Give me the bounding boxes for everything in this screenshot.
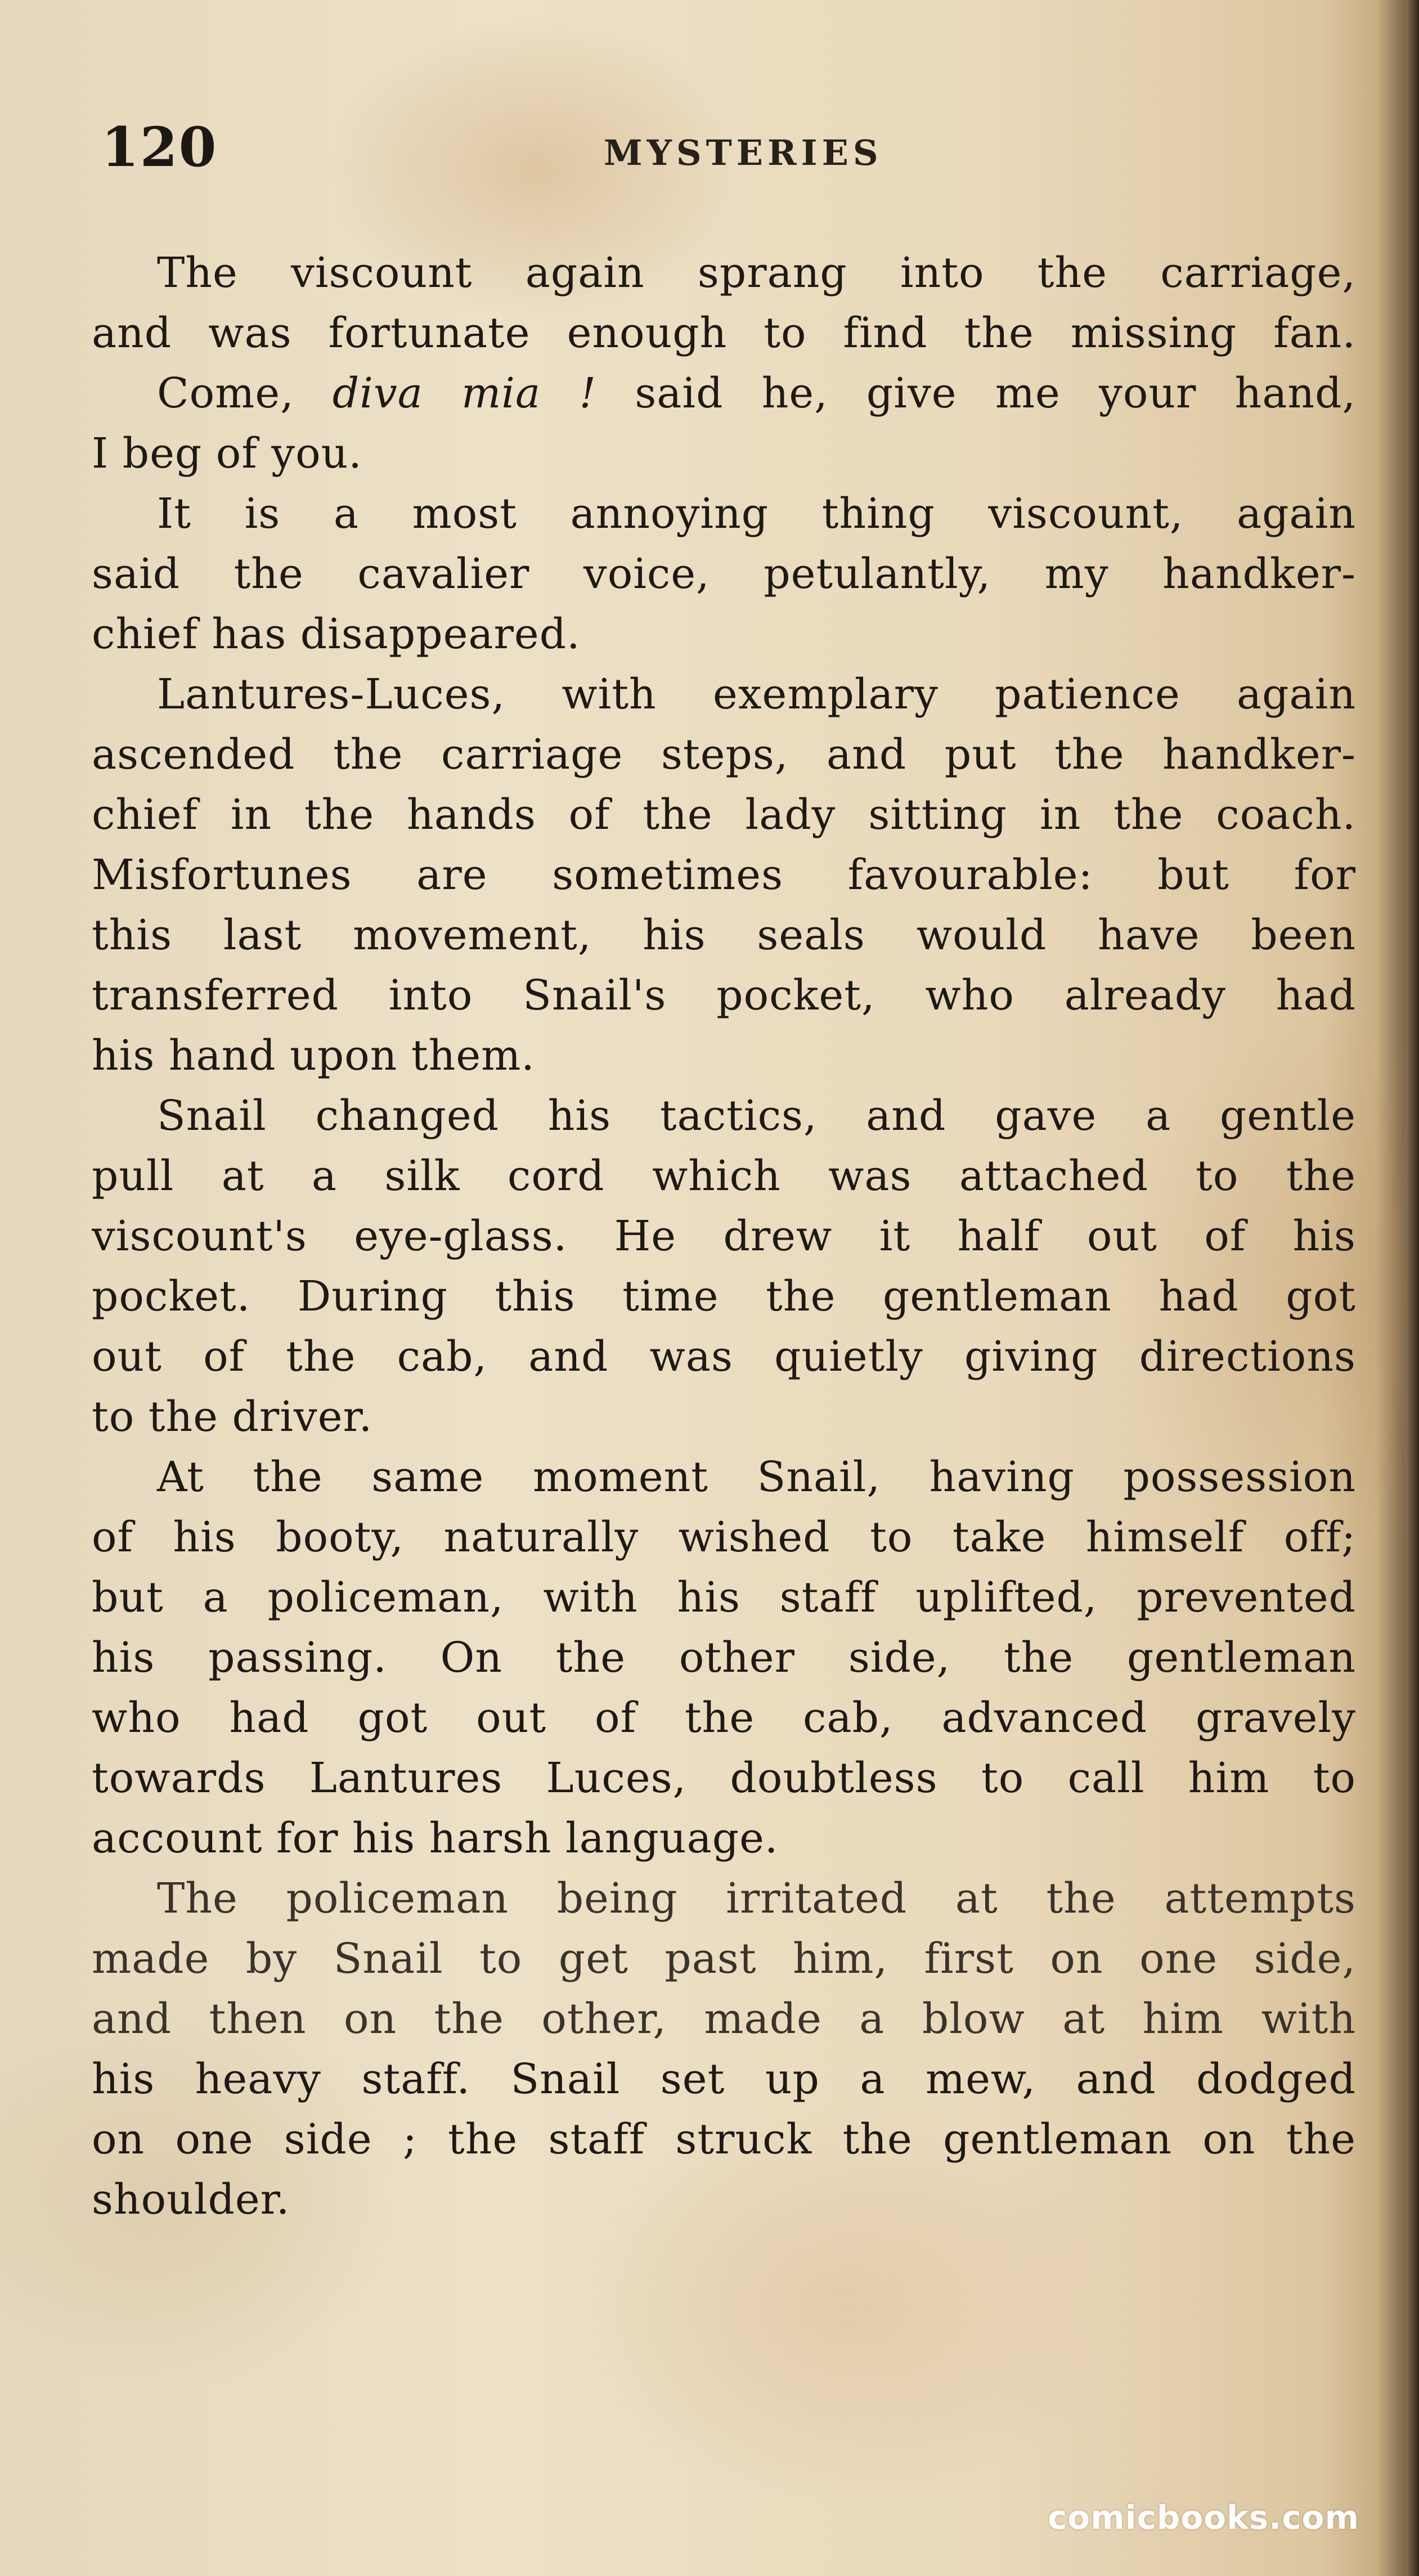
text-segment: Come,	[157, 369, 333, 418]
text-line: his hand upon them.	[92, 1031, 535, 1080]
text-line: Lantures-Luces, with exemplary patience again	[157, 670, 1356, 719]
text-line: chief in the hands of the lady sitting in the coach.	[92, 791, 1356, 839]
text-line: to the driver.	[92, 1393, 373, 1441]
text-line-with-italic	[92, 363, 1356, 424]
text-line: towards Lantures Luces, doubtless to call him to	[92, 1754, 1356, 1802]
text-line: this last movement, his seals would have been	[92, 911, 1356, 959]
text-line: It is a most annoying thing viscount, again	[157, 490, 1356, 538]
text-line: his passing. On the other side, the gentleman	[92, 1633, 1356, 1682]
text-line: made by Snail to get past him, first on one side,	[92, 1935, 1356, 1983]
text-line: Snail changed his tactics, and gave a gentle	[157, 1092, 1356, 1140]
text-line: shoulder.	[92, 2175, 290, 2224]
page-header	[101, 115, 1350, 177]
text-line: ascended the carriage steps, and put the handker-	[92, 730, 1356, 779]
text-line: viscount's eye-glass. He drew it half out of his	[92, 1212, 1356, 1260]
text-line: out of the cab, and was quietly giving directions	[92, 1332, 1356, 1381]
italic-phrase: diva mia !	[332, 369, 597, 418]
text-line: said the cavalier voice, petulantly, my handker-	[92, 550, 1356, 598]
text-line: transferred into Snail's pocket, who already had	[92, 971, 1356, 1020]
page-edge-shadow	[1405, 0, 1419, 2576]
body-text	[92, 243, 1356, 2230]
text-line: chief has disappeared.	[92, 610, 581, 658]
text-line: and was fortunate enough to find the missing fan.	[92, 309, 1356, 357]
text-line: pocket. During this time the gentleman had got	[92, 1272, 1356, 1321]
text-line: of his booty, naturally wished to take himself off;	[92, 1513, 1356, 1561]
text-line: his heavy staff. Snail set up a mew, and dodged	[92, 2055, 1356, 2103]
text-line: and then on the other, made a blow at him with	[92, 1995, 1356, 2043]
site-watermark: comicbooks.com	[1048, 2498, 1359, 2537]
text-line: The viscount again sprang into the carriage,	[157, 249, 1356, 297]
running-head: MYSTERIES	[604, 132, 883, 173]
page-number: 120	[101, 115, 218, 179]
text-line: Misfortunes are sometimes favourable: but for	[92, 851, 1356, 899]
text-line: The policeman being irritated at the attempts	[157, 1874, 1356, 1923]
text-line: I beg of you.	[92, 429, 362, 478]
text-line: account for his harsh language.	[92, 1814, 779, 1863]
text-line: who had got out of the cab, advanced gravely	[92, 1694, 1356, 1742]
text-line: on one side ; the staff struck the gentleman on the	[92, 2115, 1356, 2164]
text-line: pull at a silk cord which was attached to the	[92, 1152, 1356, 1200]
text-line: but a policeman, with his staff uplifted, prevented	[92, 1573, 1356, 1622]
text-line: At the same moment Snail, having possession	[157, 1453, 1356, 1501]
text-segment: said he, give me your hand,	[596, 369, 1356, 418]
